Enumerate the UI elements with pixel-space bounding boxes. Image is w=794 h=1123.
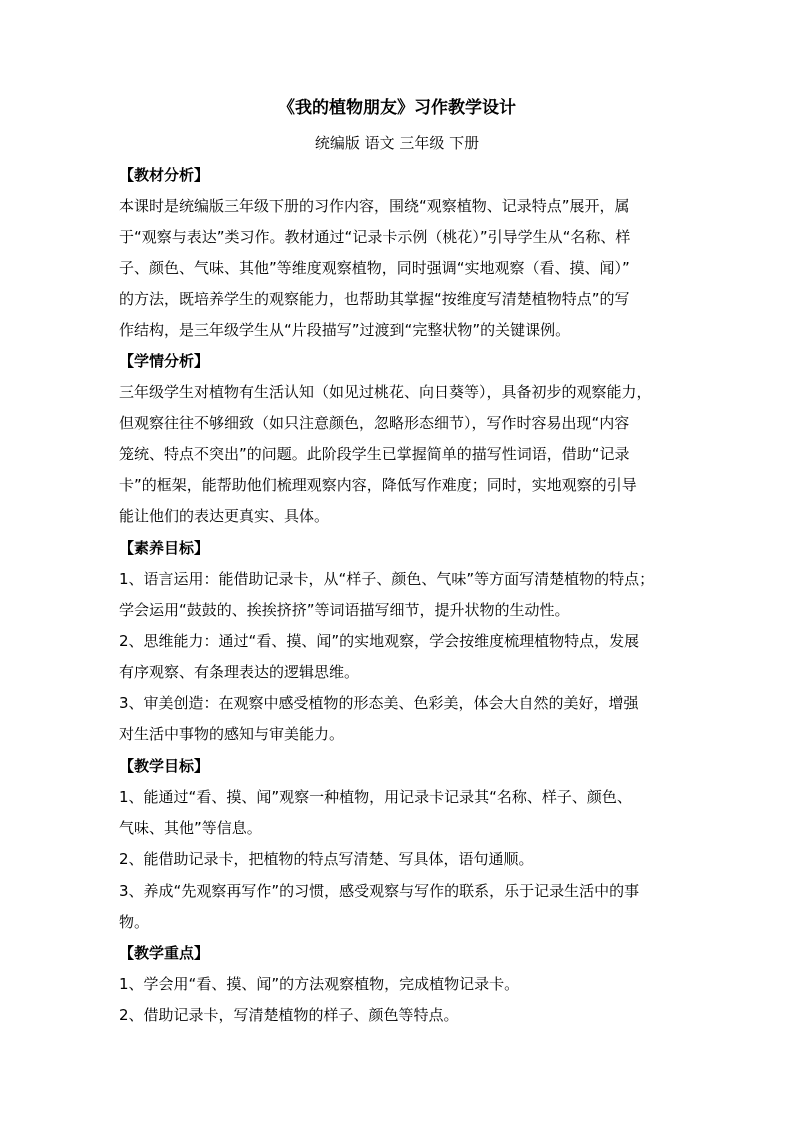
paragraph-line: 本课时是统编版三年级下册的习作内容，围绕“观察植物、记录特点”展开，属 (119, 197, 630, 215)
paragraph-line: 1、能通过“看、摸、闻”观察一种植物，用记录卡记录其“名称、样子、颜色、 (119, 788, 632, 806)
paragraph-line: 3、养成“先观察再写作”的习惯，感受观察与写作的联系，乐于记录生活中的事 (119, 882, 640, 900)
paragraph-line: 能让他们的表达更真实、具体。 (119, 507, 330, 525)
paragraph-line: 作结构，是三年级学生从“片段描写”过渡到“完整状物”的关键课例。 (119, 321, 571, 339)
paragraph-line: 笼统、特点不突出”的问题。此阶段学生已掌握简单的描写性词语，借助“记录 (119, 445, 630, 463)
section-heading: 【学情分析】 (119, 352, 210, 370)
paragraph-line: 对生活中事物的感知与审美能力。 (119, 725, 345, 743)
paragraph-line: 2、能借助记录卡，把植物的特点写清楚、写具体，语句通顺。 (119, 850, 534, 868)
paragraph-line: 的方法，既培养学生的观察能力，也帮助其掌握“按维度写清楚植物特点”的写 (119, 290, 630, 308)
section-heading: 【教学重点】 (119, 944, 210, 962)
paragraph-line: 但观察往往不够细致（如只注意颜色，忽略形态细节），写作时容易出现“内容 (119, 414, 630, 432)
paragraph-line: 于“观察与表达”类习作。教材通过“记录卡示例（桃花）”引导学生从“名称、样 (119, 228, 631, 246)
paragraph-line: 1、学会用“看、摸、闻”的方法观察植物，完成植物记录卡。 (119, 975, 520, 993)
paragraph-line: 学会运用“鼓鼓的、挨挨挤挤”等词语描写细节，提升状物的生动性。 (119, 601, 570, 619)
document-title: 《我的植物朋友》习作教学设计 (278, 98, 516, 118)
paragraph-line: 2、借助记录卡，写清楚植物的样子、颜色等特点。 (119, 1006, 459, 1024)
paragraph-line: 有序观察、有条理表达的逻辑思维。 (119, 663, 360, 681)
paragraph-line: 1、语言运用：能借助记录卡，从“样子、颜色、气味”等方面写清楚植物的特点； (119, 570, 655, 588)
section-heading: 【素养目标】 (119, 539, 210, 557)
document-subtitle: 统编版 语文 三年级 下册 (314, 134, 480, 152)
paragraph-line: 卡”的框架，能帮助他们梳理观察内容，降低写作难度；同时，实地观察的引导 (119, 476, 637, 494)
paragraph-line: 3、审美创造：在观察中感受植物的形态美、色彩美，体会大自然的美好，增强 (119, 694, 639, 712)
paragraph-line: 2、思维能力：通过“看、摸、闻”的实地观察，学会按维度梳理植物特点，发展 (119, 632, 640, 650)
section-heading: 【教材分析】 (119, 166, 210, 184)
paragraph-line: 三年级学生对植物有生活认知（如见过桃花、向日葵等），具备初步的观察能力， (119, 383, 652, 401)
section-heading: 【教学目标】 (119, 757, 210, 775)
paragraph-line: 物。 (119, 913, 150, 931)
paragraph-line: 子、颜色、气味、其他”等维度观察植物，同时强调“实地观察（看、摸、闻）” (119, 259, 630, 277)
paragraph-line: 气味、其他”等信息。 (119, 819, 262, 837)
